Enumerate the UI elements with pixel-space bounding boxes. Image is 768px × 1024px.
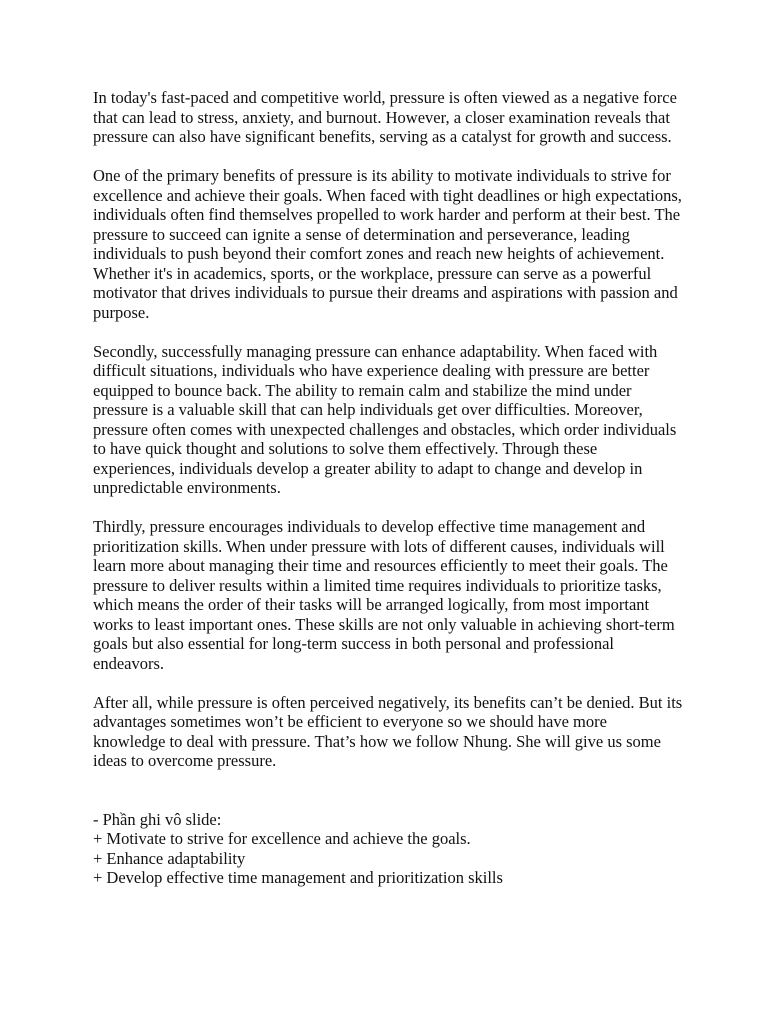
document-page bbox=[93, 88, 683, 888]
paragraph-motivation: One of the primary benefits of pressure is its ability to motivate individuals to strive for excellence and achieve their goals. When faced with tight deadlines or high expectations, individuals often find themselves propelled to work harder and perform at their best. The pressure to succeed can ignite a sense of determination and perseverance, leading individuals to push beyond their comfort zones and reach new heights of achievement. Whether it's in academics, sports, or the workplace, pressure can serve as a powerful motivator that drives individuals to pursue their dreams and aspirations with passion and purpose. bbox=[93, 166, 682, 322]
slide-notes-heading: - Phần ghi vô slide: bbox=[93, 809, 222, 829]
slide-notes bbox=[93, 810, 683, 888]
paragraph-conclusion: After all, while pressure is often perceived negatively, its benefits can’t be denied. But its advantages sometimes won’t be efficient to everyone so we should have more knowledge to deal with pressure. That’s how we follow Nhung. She will give us some ideas to overcome pressure. bbox=[93, 692, 683, 770]
paragraph-time-management: Thirdly, pressure encourages individuals to develop effective time management and prioritization skills. When under pressure with lots of different causes, individuals will learn more about managing their time and resources efficiently to meet their goals. The pressure to deliver results within a limited time requires individuals to prioritize tasks, which means the order of their tasks will be arranged logically, from most important works to least important ones. These skills are not only valuable in achieving short-term goals but also essential for long-term success in both personal and professional endeavors. bbox=[93, 517, 675, 673]
paragraph-intro: In today's fast-paced and competitive world, pressure is often viewed as a negative force that can lead to stress, anxiety, and burnout. However, a closer examination reveals that pressure can also have significant benefits, serving as a catalyst for growth and success. bbox=[93, 88, 677, 146]
slide-note-item: + Motivate to strive for excellence and achieve the goals. bbox=[93, 829, 471, 848]
slide-note-item: + Enhance adaptability bbox=[93, 848, 246, 868]
slide-note-item: + Develop effective time management and prioritization skills bbox=[93, 868, 503, 887]
paragraph-adaptability: Secondly, successfully managing pressure can enhance adaptability. When faced with difficult situations, individuals who have experience dealing with pressure are better equipped to bounce back. The ability to remain calm and stabilize the mind under pressure is a valuable skill that can help individuals get over difficulties. Moreover, pressure often comes with unexpected challenges and obstacles, which order individuals to have quick thought and solutions to solve them effectively. Through these experiences, individuals develop a greater ability to adapt to change and develop in unpredictable environments. bbox=[93, 341, 677, 497]
